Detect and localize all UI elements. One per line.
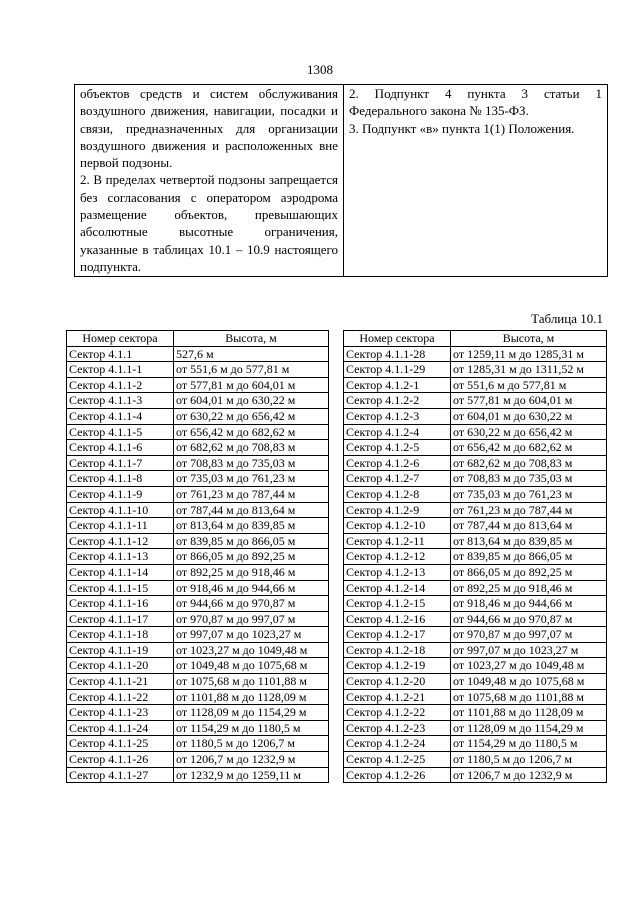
sector-cell: Сектор 4.1.1-14 bbox=[67, 564, 174, 580]
table-row bbox=[67, 611, 329, 627]
table-row bbox=[67, 393, 329, 409]
height-cell: от 1206,7 м до 1232,9 м bbox=[174, 752, 329, 768]
legal-basis-table bbox=[74, 84, 608, 277]
table-row bbox=[67, 564, 329, 580]
table-row bbox=[67, 767, 329, 783]
height-cell: от 813,64 м до 839,85 м bbox=[451, 533, 607, 549]
height-cell: от 1101,88 м до 1128,09 м bbox=[174, 689, 329, 705]
height-cell: от 577,81 м до 604,01 м bbox=[174, 377, 329, 393]
sector-cell: Сектор 4.1.2-23 bbox=[344, 720, 451, 736]
height-cell: от 682,62 м до 708,83 м bbox=[174, 440, 329, 456]
table-row bbox=[67, 549, 329, 565]
sector-cell: Сектор 4.1.1-27 bbox=[67, 767, 174, 783]
height-cell: от 892,25 м до 918,46 м bbox=[451, 580, 607, 596]
sector-cell: Сектор 4.1.2-14 bbox=[344, 580, 451, 596]
height-cell: от 813,64 м до 839,85 м bbox=[174, 518, 329, 534]
sector-cell: Сектор 4.1.2-18 bbox=[344, 642, 451, 658]
table-row bbox=[344, 408, 607, 424]
table-row bbox=[344, 564, 607, 580]
table-row bbox=[67, 440, 329, 456]
height-cell: от 1101,88 м до 1128,09 м bbox=[451, 705, 607, 721]
restriction-text-cell bbox=[75, 85, 344, 277]
sector-cell: Сектор 4.1.2-4 bbox=[344, 424, 451, 440]
sector-cell: Сектор 4.1.2-3 bbox=[344, 408, 451, 424]
sector-cell: Сектор 4.1.2-26 bbox=[344, 767, 451, 783]
sector-column-header: Номер сектора bbox=[344, 331, 451, 347]
sector-cell: Сектор 4.1.1-12 bbox=[67, 533, 174, 549]
height-cell: от 1128,09 м до 1154,29 м bbox=[174, 705, 329, 721]
table-row bbox=[344, 642, 607, 658]
height-cell: от 892,25 м до 918,46 м bbox=[174, 564, 329, 580]
table-row bbox=[67, 627, 329, 643]
height-cell: от 1049,48 м до 1075,68 м bbox=[174, 658, 329, 674]
table-row bbox=[344, 424, 607, 440]
table-row bbox=[344, 455, 607, 471]
table-row bbox=[67, 736, 329, 752]
sector-cell: Сектор 4.1.1-6 bbox=[67, 440, 174, 456]
table-caption: Таблица 10.1 bbox=[531, 311, 603, 326]
height-cell: от 604,01 м до 630,22 м bbox=[451, 408, 607, 424]
sector-cell: Сектор 4.1.2-17 bbox=[344, 627, 451, 643]
sector-cell: Сектор 4.1.1-11 bbox=[67, 518, 174, 534]
table-row bbox=[344, 611, 607, 627]
table-header-row bbox=[67, 331, 329, 347]
height-cell: от 735,03 м до 761,23 м bbox=[451, 486, 607, 502]
table-row bbox=[344, 518, 607, 534]
height-cell: от 1023,27 м до 1049,48 м bbox=[451, 658, 607, 674]
height-cell: от 918,46 м до 944,66 м bbox=[174, 580, 329, 596]
height-cell: от 787,44 м до 813,64 м bbox=[174, 502, 329, 518]
height-cell: от 630,22 м до 656,42 м bbox=[451, 424, 607, 440]
height-column-header: Высота, м bbox=[451, 331, 607, 347]
height-cell: 527,6 м bbox=[174, 346, 329, 362]
sector-cell: Сектор 4.1.2-8 bbox=[344, 486, 451, 502]
sector-cell: Сектор 4.1.1-25 bbox=[67, 736, 174, 752]
table-row bbox=[67, 408, 329, 424]
height-cell: от 1075,68 м до 1101,88 м bbox=[451, 689, 607, 705]
height-cell: от 708,83 м до 735,03 м bbox=[451, 471, 607, 487]
sector-cell: Сектор 4.1.2-6 bbox=[344, 455, 451, 471]
sector-cell: Сектор 4.1.1-15 bbox=[67, 580, 174, 596]
table-row bbox=[67, 424, 329, 440]
sector-cell: Сектор 4.1.1-5 bbox=[67, 424, 174, 440]
height-cell: от 997,07 м до 1023,27 м bbox=[174, 627, 329, 643]
sector-cell: Сектор 4.1.1-21 bbox=[67, 674, 174, 690]
sector-cell: Сектор 4.1.2-15 bbox=[344, 596, 451, 612]
sector-cell: Сектор 4.1.1-24 bbox=[67, 720, 174, 736]
table-row bbox=[67, 377, 329, 393]
height-cell: от 839,85 м до 866,05 м bbox=[174, 533, 329, 549]
table-row bbox=[344, 767, 607, 783]
legal-reference-cell bbox=[344, 85, 608, 277]
height-cell: от 787,44 м до 813,64 м bbox=[451, 518, 607, 534]
table-row bbox=[67, 346, 329, 362]
height-cell: от 1023,27 м до 1049,48 м bbox=[174, 642, 329, 658]
sector-cell: Сектор 4.1.2-7 bbox=[344, 471, 451, 487]
table-row bbox=[67, 705, 329, 721]
table-row bbox=[67, 533, 329, 549]
height-cell: от 1206,7 м до 1232,9 м bbox=[451, 767, 607, 783]
sector-cell: Сектор 4.1.2-13 bbox=[344, 564, 451, 580]
height-cell: от 997,07 м до 1023,27 м bbox=[451, 642, 607, 658]
table-row bbox=[344, 752, 607, 768]
height-cell: от 577,81 м до 604,01 м bbox=[451, 393, 607, 409]
restriction-paragraph: объектов средств и систем обслуживания воздушного движения, навигации, посадки и связи, предназначенных для организации воздушного движения и расположенных вне первой подзоны. bbox=[80, 86, 338, 171]
table-row bbox=[67, 502, 329, 518]
table-row bbox=[344, 393, 607, 409]
height-cell: от 1232,9 м до 1259,11 м bbox=[174, 767, 329, 783]
sector-cell: Сектор 4.1.2-25 bbox=[344, 752, 451, 768]
height-cell: от 1180,5 м до 1206,7 м bbox=[174, 736, 329, 752]
height-cell: от 1075,68 м до 1101,88 м bbox=[174, 674, 329, 690]
height-cell: от 866,05 м до 892,25 м bbox=[174, 549, 329, 565]
height-cell: от 630,22 м до 656,42 м bbox=[174, 408, 329, 424]
table-row bbox=[67, 752, 329, 768]
table-row bbox=[67, 689, 329, 705]
page-number: 1308 bbox=[307, 62, 333, 77]
height-cell: от 970,87 м до 997,07 м bbox=[451, 627, 607, 643]
sector-height-table-right bbox=[343, 330, 607, 783]
sector-column-header: Номер сектора bbox=[67, 331, 174, 347]
sector-cell: Сектор 4.1.1-26 bbox=[67, 752, 174, 768]
height-cell: от 551,6 м до 577,81 м bbox=[451, 377, 607, 393]
sector-cell: Сектор 4.1.2-5 bbox=[344, 440, 451, 456]
legal-basis-row bbox=[75, 85, 608, 277]
sector-cell: Сектор 4.1.2-24 bbox=[344, 736, 451, 752]
table-header-row bbox=[344, 331, 607, 347]
sector-cell: Сектор 4.1.1-19 bbox=[67, 642, 174, 658]
sector-cell: Сектор 4.1.1-28 bbox=[344, 346, 451, 362]
table-row bbox=[67, 455, 329, 471]
sector-cell: Сектор 4.1.2-16 bbox=[344, 611, 451, 627]
height-cell: от 944,66 м до 970,87 м bbox=[451, 611, 607, 627]
height-cell: от 761,23 м до 787,44 м bbox=[451, 502, 607, 518]
table-row bbox=[67, 658, 329, 674]
table-row bbox=[344, 689, 607, 705]
height-cell: от 1180,5 м до 1206,7 м bbox=[451, 752, 607, 768]
sector-cell: Сектор 4.1.1-1 bbox=[67, 362, 174, 378]
sector-height-table-left bbox=[66, 330, 329, 783]
sector-cell: Сектор 4.1.1-9 bbox=[67, 486, 174, 502]
height-cell: от 944,66 м до 970,87 м bbox=[174, 596, 329, 612]
table-row bbox=[344, 440, 607, 456]
table-row bbox=[344, 720, 607, 736]
height-cell: от 604,01 м до 630,22 м bbox=[174, 393, 329, 409]
table-row bbox=[344, 533, 607, 549]
table-row bbox=[67, 518, 329, 534]
sector-cell: Сектор 4.1.1-7 bbox=[67, 455, 174, 471]
sector-cell: Сектор 4.1.1-3 bbox=[67, 393, 174, 409]
table-row bbox=[344, 502, 607, 518]
table-row bbox=[344, 549, 607, 565]
table-row bbox=[344, 674, 607, 690]
table-row bbox=[67, 471, 329, 487]
height-cell: от 1154,29 м до 1180,5 м bbox=[451, 736, 607, 752]
height-cell: от 1049,48 м до 1075,68 м bbox=[451, 674, 607, 690]
sector-cell: Сектор 4.1.1-22 bbox=[67, 689, 174, 705]
table-row bbox=[344, 705, 607, 721]
table-row bbox=[67, 720, 329, 736]
table-row bbox=[67, 596, 329, 612]
restriction-paragraph: 2. В пределах четвертой подзоны запрещается без согласования с оператором аэродрома размещение объектов, превышающих абсолютные высотные ограничения, указанные в таблицах 10.1 – 10.9 настоящего подпункта. bbox=[80, 172, 338, 274]
height-cell: от 918,46 м до 944,66 м bbox=[451, 596, 607, 612]
height-cell: от 551,6 м до 577,81 м bbox=[174, 362, 329, 378]
sector-cell: Сектор 4.1.2-1 bbox=[344, 377, 451, 393]
sector-cell: Сектор 4.1.2-11 bbox=[344, 533, 451, 549]
table-row bbox=[344, 736, 607, 752]
table-row bbox=[344, 486, 607, 502]
sector-cell: Сектор 4.1.2-19 bbox=[344, 658, 451, 674]
sector-cell: Сектор 4.1.2-9 bbox=[344, 502, 451, 518]
height-cell: от 682,62 м до 708,83 м bbox=[451, 455, 607, 471]
sector-cell: Сектор 4.1.1-16 bbox=[67, 596, 174, 612]
height-cell: от 970,87 м до 997,07 м bbox=[174, 611, 329, 627]
table-row bbox=[344, 362, 607, 378]
height-cell: от 839,85 м до 866,05 м bbox=[451, 549, 607, 565]
table-row bbox=[67, 580, 329, 596]
sector-cell: Сектор 4.1.2-20 bbox=[344, 674, 451, 690]
table-row bbox=[344, 377, 607, 393]
sector-cell: Сектор 4.1.1-20 bbox=[67, 658, 174, 674]
height-cell: от 656,42 м до 682,62 м bbox=[174, 424, 329, 440]
sector-cell: Сектор 4.1.2-2 bbox=[344, 393, 451, 409]
height-cell: от 1128,09 м до 1154,29 м bbox=[451, 720, 607, 736]
sector-cell: Сектор 4.1.1-13 bbox=[67, 549, 174, 565]
height-cell: от 1285,31 м до 1311,52 м bbox=[451, 362, 607, 378]
height-cell: от 735,03 м до 761,23 м bbox=[174, 471, 329, 487]
legal-reference-paragraph: 2. Подпункт 4 пункта 3 статьи 1 Федерального закона № 135-ФЗ. bbox=[349, 86, 602, 119]
height-cell: от 1259,11 м до 1285,31 м bbox=[451, 346, 607, 362]
height-column-header: Высота, м bbox=[174, 331, 329, 347]
sector-cell: Сектор 4.1.2-10 bbox=[344, 518, 451, 534]
height-cell: от 1154,29 м до 1180,5 м bbox=[174, 720, 329, 736]
sector-cell: Сектор 4.1.2-22 bbox=[344, 705, 451, 721]
sector-cell: Сектор 4.1.1-2 bbox=[67, 377, 174, 393]
table-row bbox=[67, 642, 329, 658]
table-row bbox=[67, 674, 329, 690]
table-row bbox=[344, 580, 607, 596]
height-cell: от 708,83 м до 735,03 м bbox=[174, 455, 329, 471]
sector-cell: Сектор 4.1.2-21 bbox=[344, 689, 451, 705]
sector-cell: Сектор 4.1.1-17 bbox=[67, 611, 174, 627]
sector-cell: Сектор 4.1.1 bbox=[67, 346, 174, 362]
table-row bbox=[344, 471, 607, 487]
legal-reference-paragraph: 3. Подпункт «в» пункта 1(1) Положения. bbox=[349, 120, 575, 136]
table-row bbox=[344, 596, 607, 612]
height-cell: от 761,23 м до 787,44 м bbox=[174, 486, 329, 502]
height-cell: от 866,05 м до 892,25 м bbox=[451, 564, 607, 580]
table-row bbox=[344, 658, 607, 674]
sector-cell: Сектор 4.1.1-29 bbox=[344, 362, 451, 378]
sector-cell: Сектор 4.1.1-18 bbox=[67, 627, 174, 643]
height-cell: от 656,42 м до 682,62 м bbox=[451, 440, 607, 456]
sector-cell: Сектор 4.1.2-12 bbox=[344, 549, 451, 565]
sector-cell: Сектор 4.1.1-4 bbox=[67, 408, 174, 424]
table-row bbox=[344, 627, 607, 643]
table-row bbox=[344, 346, 607, 362]
sector-cell: Сектор 4.1.1-8 bbox=[67, 471, 174, 487]
sector-cell: Сектор 4.1.1-23 bbox=[67, 705, 174, 721]
sector-cell: Сектор 4.1.1-10 bbox=[67, 502, 174, 518]
table-row bbox=[67, 362, 329, 378]
table-row bbox=[67, 486, 329, 502]
